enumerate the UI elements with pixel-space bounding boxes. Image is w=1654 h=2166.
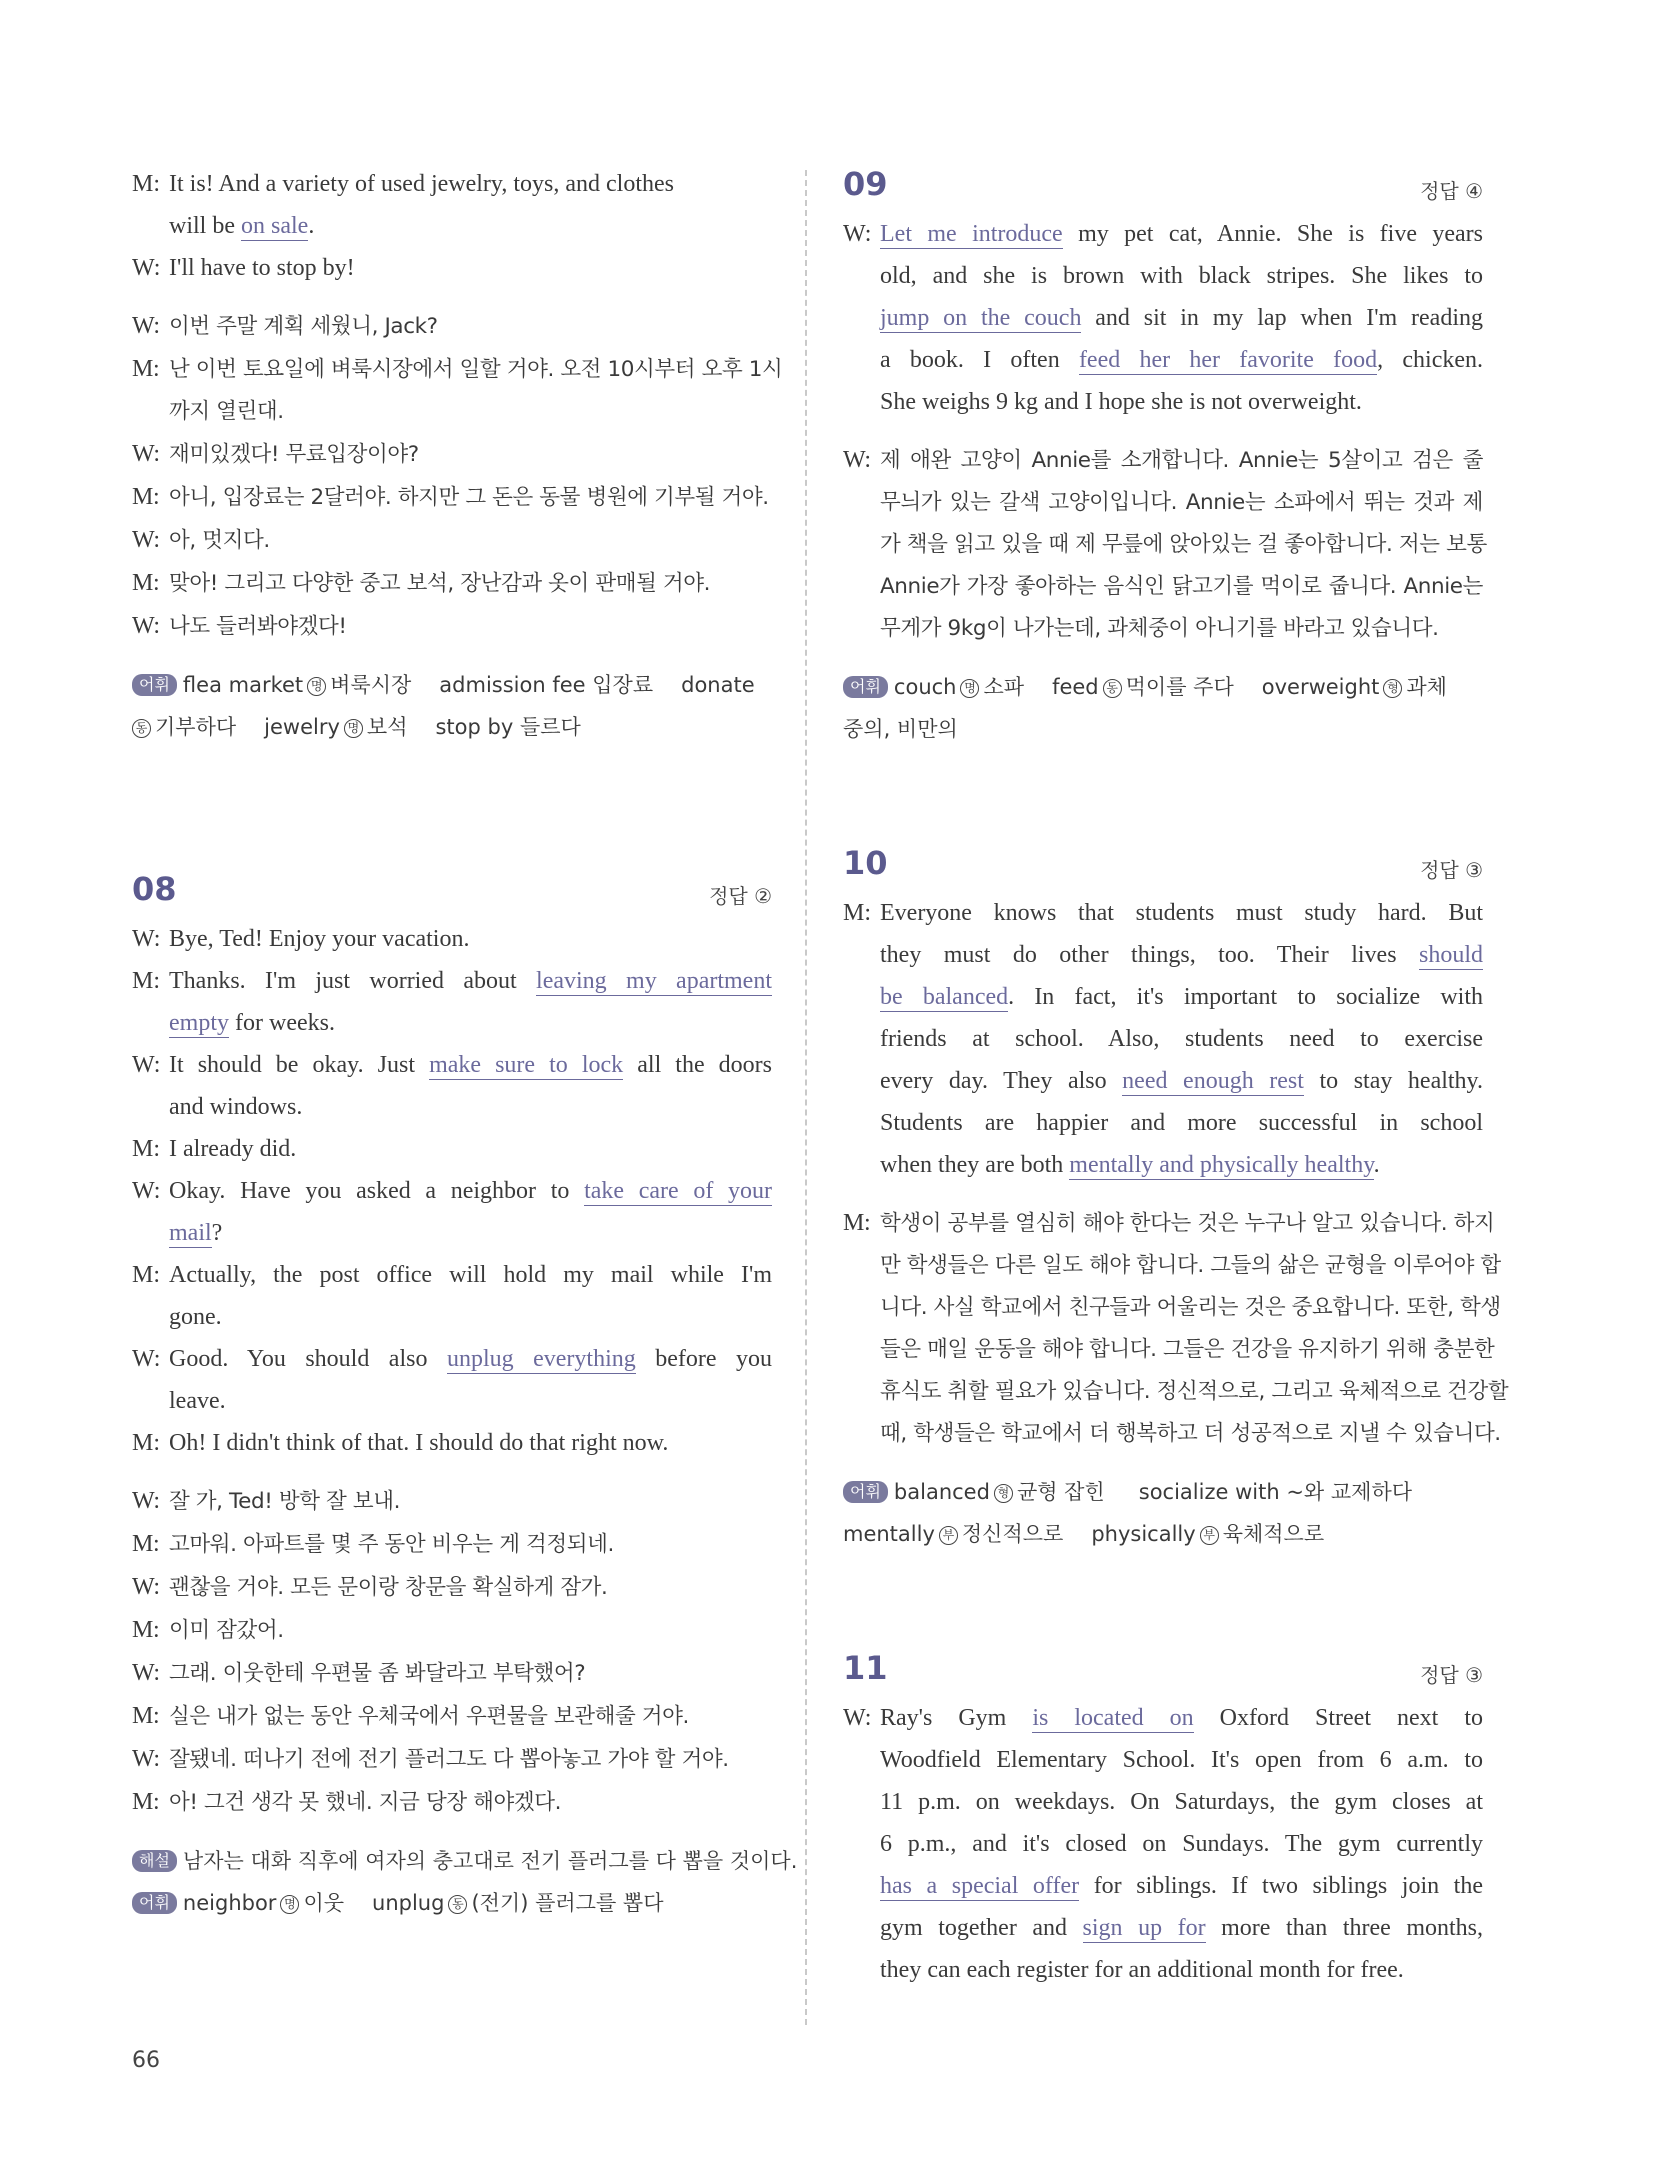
text-segment: when they are both [880, 1152, 1070, 1178]
speaker-label: M: [132, 968, 161, 994]
translation-line [132, 305, 772, 348]
text-segment: Oh! I didn't think of that. I should do that right now. [169, 1430, 669, 1456]
translation-text: 나도 들러봐야겠다! [169, 614, 347, 639]
translation-text: 가 책을 읽고 있을 때 제 무릎에 앉아있는 걸 좋아합니다. 저는 보통 [880, 532, 1487, 557]
dialogue-line [843, 1060, 1483, 1102]
dialogue-line [132, 960, 772, 1002]
speaker-label: M: [843, 1210, 871, 1236]
dialogue-line [132, 1380, 772, 1422]
translation-line [132, 1566, 772, 1609]
translation-line [132, 348, 783, 391]
translation-line [843, 1245, 1501, 1287]
translation-line [132, 1652, 772, 1695]
right-column [843, 163, 1509, 1991]
translation-text: 까지 열린대. [169, 399, 284, 424]
translation-line [132, 1523, 772, 1566]
vocab-tag: 어휘 [132, 674, 177, 696]
text-segment: more than three months, [1205, 1915, 1484, 1941]
dialogue-line [843, 1823, 1483, 1865]
dialogue-line [132, 1044, 772, 1086]
q09-header [843, 163, 1483, 213]
translation-text: 때, 학생들은 학교에서 더 행복하고 더 성공적으로 지낼 수 있습니다. [880, 1421, 1501, 1446]
question-number: 10 [843, 844, 888, 882]
text-segment: Good. You should also [169, 1346, 447, 1372]
speaker-label: W: [132, 255, 161, 281]
speaker-label: W: [132, 1178, 161, 1204]
text-segment: Thanks. I'm just worried about [169, 968, 537, 994]
question-number: 11 [843, 1649, 888, 1687]
translation-text: 니다. 사실 학교에서 친구들과 어울리는 것은 중요합니다. 또한, 학생 [880, 1295, 1501, 1320]
vocab-line: 중의, 비만의 [843, 717, 958, 741]
speaker-label: W: [132, 1488, 160, 1514]
translation-text: 무게가 9kg이 나가는데, 과체중이 아니기를 바라고 있습니다. [880, 616, 1439, 641]
translation-line [132, 1781, 772, 1824]
q08-vocab: 어휘 neighbor 명 이웃 unplug 동 (전기) 플러그를 뽑다 [132, 1882, 772, 1924]
speaker-label: M: [132, 356, 160, 382]
answer-blank: need enough rest [1122, 1068, 1304, 1094]
translation-line [132, 562, 772, 605]
text-segment: old, and she is brown with black stripes. She likes to [880, 263, 1483, 289]
answer-blank: Let me introduce [880, 221, 1063, 247]
text-segment: It should be okay. Just [169, 1052, 430, 1078]
dialogue-line [843, 339, 1483, 381]
text-segment: and sit in my lap when I'm reading [1081, 305, 1483, 331]
speaker-label: M: [132, 171, 161, 197]
translation-text: 무늬가 있는 갈색 고양이입니다. Annie는 소파에서 뛰는 것과 제 [880, 490, 1483, 515]
q10-header [843, 842, 1483, 892]
q08-header [132, 868, 772, 918]
q11-header [843, 1647, 1483, 1697]
q11-english-dialogue [843, 1697, 1483, 1991]
answer-blank: mail [169, 1220, 212, 1246]
speaker-label: M: [132, 1703, 160, 1729]
translation-text: 아, 멋지다. [169, 528, 270, 553]
translation-text: Annie가 가장 좋아하는 음식인 닭고기를 먹이로 줍니다. Annie는 [880, 574, 1483, 599]
translation-text: 맞아! 그리고 다양한 중고 보석, 장난감과 옷이 판매될 거야. [169, 571, 711, 596]
text-segment: . [1373, 1152, 1380, 1178]
q09-vocab [843, 666, 1483, 750]
text-segment: 6 p.m., and it's closed on Sundays. The gym currently [880, 1831, 1483, 1857]
vocab-line: 어휘 flea market 명 벼룩시장 admission fee 입장료 donate [132, 664, 772, 706]
translation-line [132, 391, 772, 433]
answer-blank: be balanced [880, 984, 1009, 1010]
text-segment: to stay healthy. [1303, 1068, 1483, 1094]
speaker-label: M: [843, 900, 872, 926]
translation-text: 실은 내가 없는 동안 우체국에서 우편물을 보관해줄 거야. [169, 1704, 689, 1729]
speaker-label: W: [132, 613, 160, 639]
speaker-label: W: [132, 1574, 160, 1600]
text-segment: before you [635, 1346, 772, 1372]
text-segment: She weighs 9 kg and I hope she is not overweight. [880, 389, 1362, 415]
text-segment: leave. [169, 1388, 226, 1414]
dialogue-line [132, 918, 772, 960]
vocab-line: 어휘 balanced 형 균형 잡힌 socialize with ~와 교제하다 [843, 1471, 1483, 1513]
speaker-label: W: [132, 1346, 161, 1372]
translation-text: 휴식도 취할 필요가 있습니다. 정신적으로, 그리고 육체적으로 건강할 [880, 1379, 1509, 1404]
answer-blank: leaving my apartment [536, 968, 772, 994]
q08-explanation: 해설 남자는 대화 직후에 여자의 충고대로 전기 플러그를 다 뽑을 것이다. [132, 1840, 772, 1882]
question-number: 09 [843, 165, 888, 203]
dialogue-line [843, 892, 1483, 934]
translation-line [132, 433, 772, 476]
speaker-label: M: [132, 1262, 161, 1288]
speaker-label: M: [132, 570, 160, 596]
vocab-tag: 어휘 [132, 1892, 177, 1914]
speaker-label: M: [132, 1136, 161, 1162]
translation-line [132, 1695, 772, 1738]
translation-line [132, 1738, 772, 1781]
explain-tag: 해설 [132, 1850, 177, 1872]
page-number: 66 [132, 2048, 160, 2073]
dialogue-line [843, 1102, 1483, 1144]
answer-label: 정답 ② [709, 884, 772, 908]
text-segment: friends at school. Also, students need to exercise [880, 1026, 1483, 1052]
translation-text: 난 이번 토요일에 벼룩시장에서 일할 거야. 오전 10시부터 오후 1시 [169, 357, 783, 382]
text-segment: they must do other things, too. Their lives [880, 942, 1419, 968]
speaker-label: W: [132, 313, 160, 339]
translation-line [843, 1371, 1509, 1413]
dialogue-line [132, 1002, 772, 1044]
translation-text: 잘 가, Ted! 방학 잘 보내. [169, 1489, 400, 1514]
translation-text: 학생이 공부를 열심히 해야 한다는 것은 누구나 알고 있습니다. 하지 [880, 1211, 1495, 1236]
translation-text: 괜찮을 거야. 모든 문이랑 창문을 확실하게 잠가. [169, 1575, 608, 1600]
translation-text: 아니, 입장료는 2달러야. 하지만 그 돈은 동물 병원에 기부될 거야. [169, 485, 769, 510]
column-divider [805, 170, 807, 2025]
dialogue-line [843, 1144, 1483, 1186]
speaker-label: W: [843, 221, 872, 247]
dialogue-line [132, 1338, 772, 1380]
text-segment: ? [211, 1220, 223, 1246]
text-segment: all the doors [623, 1052, 773, 1078]
answer-blank: take care of your [584, 1178, 773, 1204]
answer-label: 정답 ④ [1420, 179, 1483, 203]
text-segment: Okay. Have you asked a neighbor to [169, 1178, 585, 1204]
vocab-tag: 어휘 [843, 676, 888, 698]
text-segment: It is! And a variety of used jewelry, toys, and clothes [169, 171, 674, 197]
text-segment: Woodfield Elementary School. It's open from 6 a.m. to [880, 1747, 1483, 1773]
text-segment: for siblings. If two siblings join the [1079, 1873, 1483, 1899]
left-column [132, 163, 798, 1924]
text-segment: I already did. [169, 1136, 297, 1162]
translation-text: 고마워. 아파트를 몇 주 동안 비우는 게 걱정되네. [169, 1532, 614, 1557]
dialogue-line [843, 976, 1483, 1018]
text-segment: my pet cat, Annie. She is five years [1062, 221, 1483, 247]
answer-blank: empty [169, 1010, 229, 1036]
dialogue-line [843, 255, 1483, 297]
translation-text: 제 애완 고양이 Annie를 소개합니다. Annie는 5살이고 검은 줄 [880, 448, 1483, 473]
translation-line [843, 524, 1487, 566]
text-segment: . [308, 213, 315, 239]
dialogue-line [132, 1422, 772, 1464]
answer-blank: mentally and physically healthy [1069, 1152, 1374, 1178]
dialogue-line [843, 1949, 1483, 1991]
q09-korean-translation [843, 439, 1487, 650]
translation-text: 이미 잠갔어. [169, 1618, 284, 1643]
q07-english-dialogue [132, 163, 772, 289]
dialogue-line [132, 163, 772, 205]
translation-line [843, 1329, 1495, 1371]
dialogue-line [843, 1907, 1483, 1949]
text-segment: and windows. [169, 1094, 303, 1120]
dialogue-line [843, 213, 1483, 255]
dialogue-line [843, 1781, 1483, 1823]
translation-line [132, 519, 772, 562]
dialogue-line [132, 1128, 772, 1170]
dialogue-line [843, 381, 1483, 423]
translation-line [843, 1287, 1501, 1329]
translation-line [843, 608, 1483, 650]
speaker-label: W: [132, 1052, 161, 1078]
speaker-label: M: [132, 1617, 160, 1643]
vocab-line: 어휘 couch 명 소파 feed 동 먹이를 주다 overweight 형 과체 [843, 666, 1483, 708]
dialogue-line [843, 1018, 1483, 1060]
speaker-label: M: [132, 1789, 160, 1815]
text-segment: Oxford Street next to [1193, 1705, 1483, 1731]
dialogue-line [132, 205, 772, 247]
text-segment: Everyone knows that students must study hard. But [880, 900, 1483, 926]
q07-korean-translation [132, 305, 783, 648]
q10-vocab [843, 1471, 1483, 1555]
q08-korean-translation [132, 1480, 772, 1824]
translation-text: 잘됐네. 떠나기 전에 전기 플러그도 다 뽑아놓고 가야 할 거야. [169, 1747, 729, 1772]
speaker-label: W: [843, 1705, 872, 1731]
text-segment: Students are happier and more successful in school [880, 1110, 1483, 1136]
text-segment: gone. [169, 1304, 222, 1330]
text-segment: they can each register for an additional month for free. [880, 1957, 1404, 1983]
translation-line [132, 476, 772, 519]
translation-text: 아! 그건 생각 못 했네. 지금 당장 해야겠다. [169, 1790, 562, 1815]
translation-line [843, 1202, 1495, 1245]
text-segment: I'll have to stop by! [169, 255, 355, 281]
vocab-line: mentally 부 정신적으로 physically 부 육체적으로 [843, 1522, 1325, 1546]
dialogue-line [132, 1212, 772, 1254]
q10-korean-translation [843, 1202, 1509, 1455]
vocab-tag: 어휘 [843, 1481, 888, 1503]
translation-line [843, 566, 1483, 608]
answer-label: 정답 ③ [1420, 858, 1483, 882]
dialogue-line [132, 1254, 772, 1296]
dialogue-line [843, 1697, 1483, 1739]
answer-label: 정답 ③ [1420, 1663, 1483, 1687]
speaker-label: M: [132, 1430, 161, 1456]
translation-text: 이번 주말 계획 세웠니, Jack? [169, 314, 438, 339]
text-segment: Actually, the post office will hold my mail while I'm [169, 1262, 772, 1288]
answer-blank: on sale [241, 213, 309, 239]
q07-vocab [132, 664, 772, 748]
text-segment: , chicken. [1377, 347, 1483, 373]
text-segment: Ray's Gym [880, 1705, 1033, 1731]
speaker-label: W: [132, 1746, 160, 1772]
translation-line [843, 482, 1483, 524]
speaker-label: W: [843, 447, 871, 473]
answer-blank: feed her her favorite food [1078, 347, 1378, 373]
speaker-label: M: [132, 1531, 160, 1557]
text-segment: a book. I often [880, 347, 1079, 373]
q08-english-dialogue [132, 918, 772, 1464]
text-segment: for weeks. [229, 1010, 335, 1036]
translation-line [132, 605, 772, 648]
answer-blank: jump on the couch [880, 305, 1082, 331]
translation-text: 그래. 이웃한테 우편물 좀 봐달라고 부탁했어? [169, 1661, 586, 1686]
translation-line [132, 1609, 772, 1652]
text-segment: will be [169, 213, 241, 239]
translation-text: 들은 매일 운동을 해야 합니다. 그들은 건강을 유지하기 위해 충분한 [880, 1337, 1495, 1362]
vocab-line: 동 기부하다 jewelry 명 보석 stop by 들르다 [132, 706, 772, 748]
text-segment: Bye, Ted! Enjoy your vacation. [169, 926, 470, 952]
dialogue-line [843, 297, 1483, 339]
dialogue-line [843, 1865, 1483, 1907]
text-segment: every day. They also [880, 1068, 1123, 1094]
answer-blank: sign up for [1082, 1915, 1206, 1941]
answer-blank: should [1418, 942, 1483, 968]
answer-blank: unplug everything [446, 1346, 636, 1372]
translation-line [843, 1413, 1501, 1455]
translation-line [843, 439, 1483, 482]
dialogue-line [132, 1086, 772, 1128]
answer-blank: has a special offer [880, 1873, 1080, 1899]
speaker-label: M: [132, 484, 160, 510]
speaker-label: W: [132, 1660, 160, 1686]
dialogue-line [843, 1739, 1483, 1781]
speaker-label: W: [132, 527, 160, 553]
dialogue-line [132, 247, 772, 289]
dialogue-line [132, 1170, 772, 1212]
answer-blank: is located on [1032, 1705, 1194, 1731]
translation-text: 재미있겠다! 무료입장이야? [169, 442, 419, 467]
dialogue-line [132, 1296, 772, 1338]
text-segment: . In fact, it's important to socialize with [1008, 984, 1483, 1010]
speaker-label: W: [132, 441, 160, 467]
q09-english-dialogue [843, 213, 1483, 423]
text-segment: gym together and [880, 1915, 1083, 1941]
answer-blank: make sure to lock [429, 1052, 624, 1078]
translation-text: 만 학생들은 다른 일도 해야 합니다. 그들의 삶은 균형을 이루어야 합 [880, 1253, 1501, 1278]
dialogue-line [843, 934, 1483, 976]
translation-line [132, 1480, 772, 1523]
text-segment: 11 p.m. on weekdays. On Saturdays, the gym closes at [880, 1789, 1483, 1815]
question-number: 08 [132, 870, 177, 908]
q10-english-dialogue [843, 892, 1483, 1186]
speaker-label: W: [132, 926, 161, 952]
